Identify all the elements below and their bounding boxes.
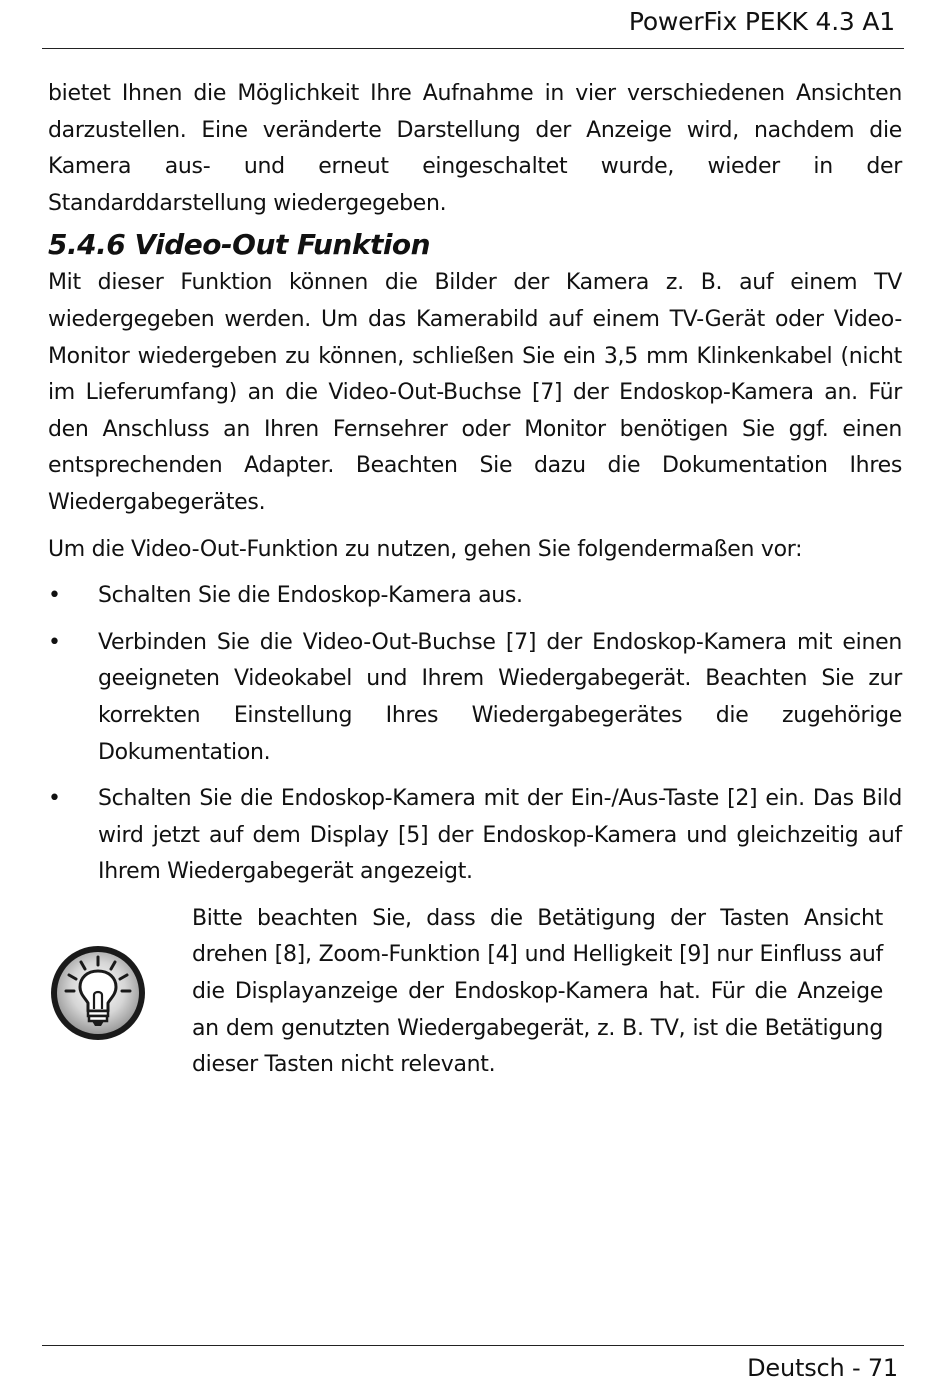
footer-rule (42, 1345, 904, 1346)
bullet-icon: • (48, 786, 61, 812)
page-header-title: PowerFix PEKK 4.3 A1 (628, 7, 895, 36)
note-box (48, 901, 902, 1081)
step-text: Verbinden Sie die Video-Out-Buchse [7] der Endoskop-Kamera mit einen geeigneten Videokabel und Ihrem Wiedergabegerät. Beachten Sie zur korrekten Einstellung Ihres Wiedergabegerätes die zugehörige Dokumentation. (98, 629, 902, 765)
step-text: Schalten Sie die Endoskop-Kamera aus. (98, 583, 523, 609)
steps-list (48, 578, 902, 891)
header-rule (42, 48, 904, 49)
steps-intro: Um die Video-Out-Funktion zu nutzen, gehen Sie folgendermaßen vor: (48, 536, 803, 562)
list-item (48, 578, 902, 615)
section-heading: 5.4.6 Video-Out Funktion (48, 228, 431, 262)
bullet-icon: • (48, 583, 61, 609)
section-paragraph: Mit dieser Funktion können die Bilder der Kamera z. B. auf einem TV wiedergegeben werden. Um das Kamerabild auf einem TV-Gerät oder Video-Monitor wiedergeben zu können, schließen Sie ein 3,5 mm Klinkenkabel (nicht im Lieferumfang) an die Video-Out-Buchse [7] der Endoskop-Kamera an. Für den Anschluss an Ihren Fernsehrer oder Monitor benötigen Sie ggf. einen entsprechenden Adapter. Beachten Sie dazu die Dokumentation Ihres Wiedergabegerätes. (48, 270, 902, 515)
step-text: Schalten Sie die Endoskop-Kamera mit der Ein-/Aus-Taste [2] ein. Das Bild wird jetzt auf dem Display [5] der Endoskop-Kamera und gleichzeitig auf Ihrem Wiedergabegerät angezeigt. (98, 786, 902, 885)
list-item (48, 781, 902, 891)
page-number: Deutsch - 71 (747, 1354, 898, 1382)
list-item (48, 625, 902, 771)
page-content (48, 76, 902, 1081)
note-text: Bitte beachten Sie, dass die Betätigung der Tasten Ansicht drehen [8], Zoom-Funktion [4] und Helligkeit [9] nur Einfluss auf die Displayanzeige der Endoskop-Kamera hat. Für die Anzeige an dem genutzten Wiedergabegerät, z. B. TV, ist die Betätigung dieser Tasten nicht relevant. (192, 905, 883, 1078)
bullet-icon: • (48, 629, 61, 655)
lightbulb-icon (48, 943, 148, 1043)
intro-paragraph: bietet Ihnen die Möglichkeit Ihre Aufnahme in vier verschiedenen Ansichten darzustellen. Eine veränderte Darstellung der Anzeige wird, nachdem die Kamera aus- und erneut eingeschaltet wurde, wieder in der Standarddarstellung wiedergegeben. (48, 81, 902, 216)
